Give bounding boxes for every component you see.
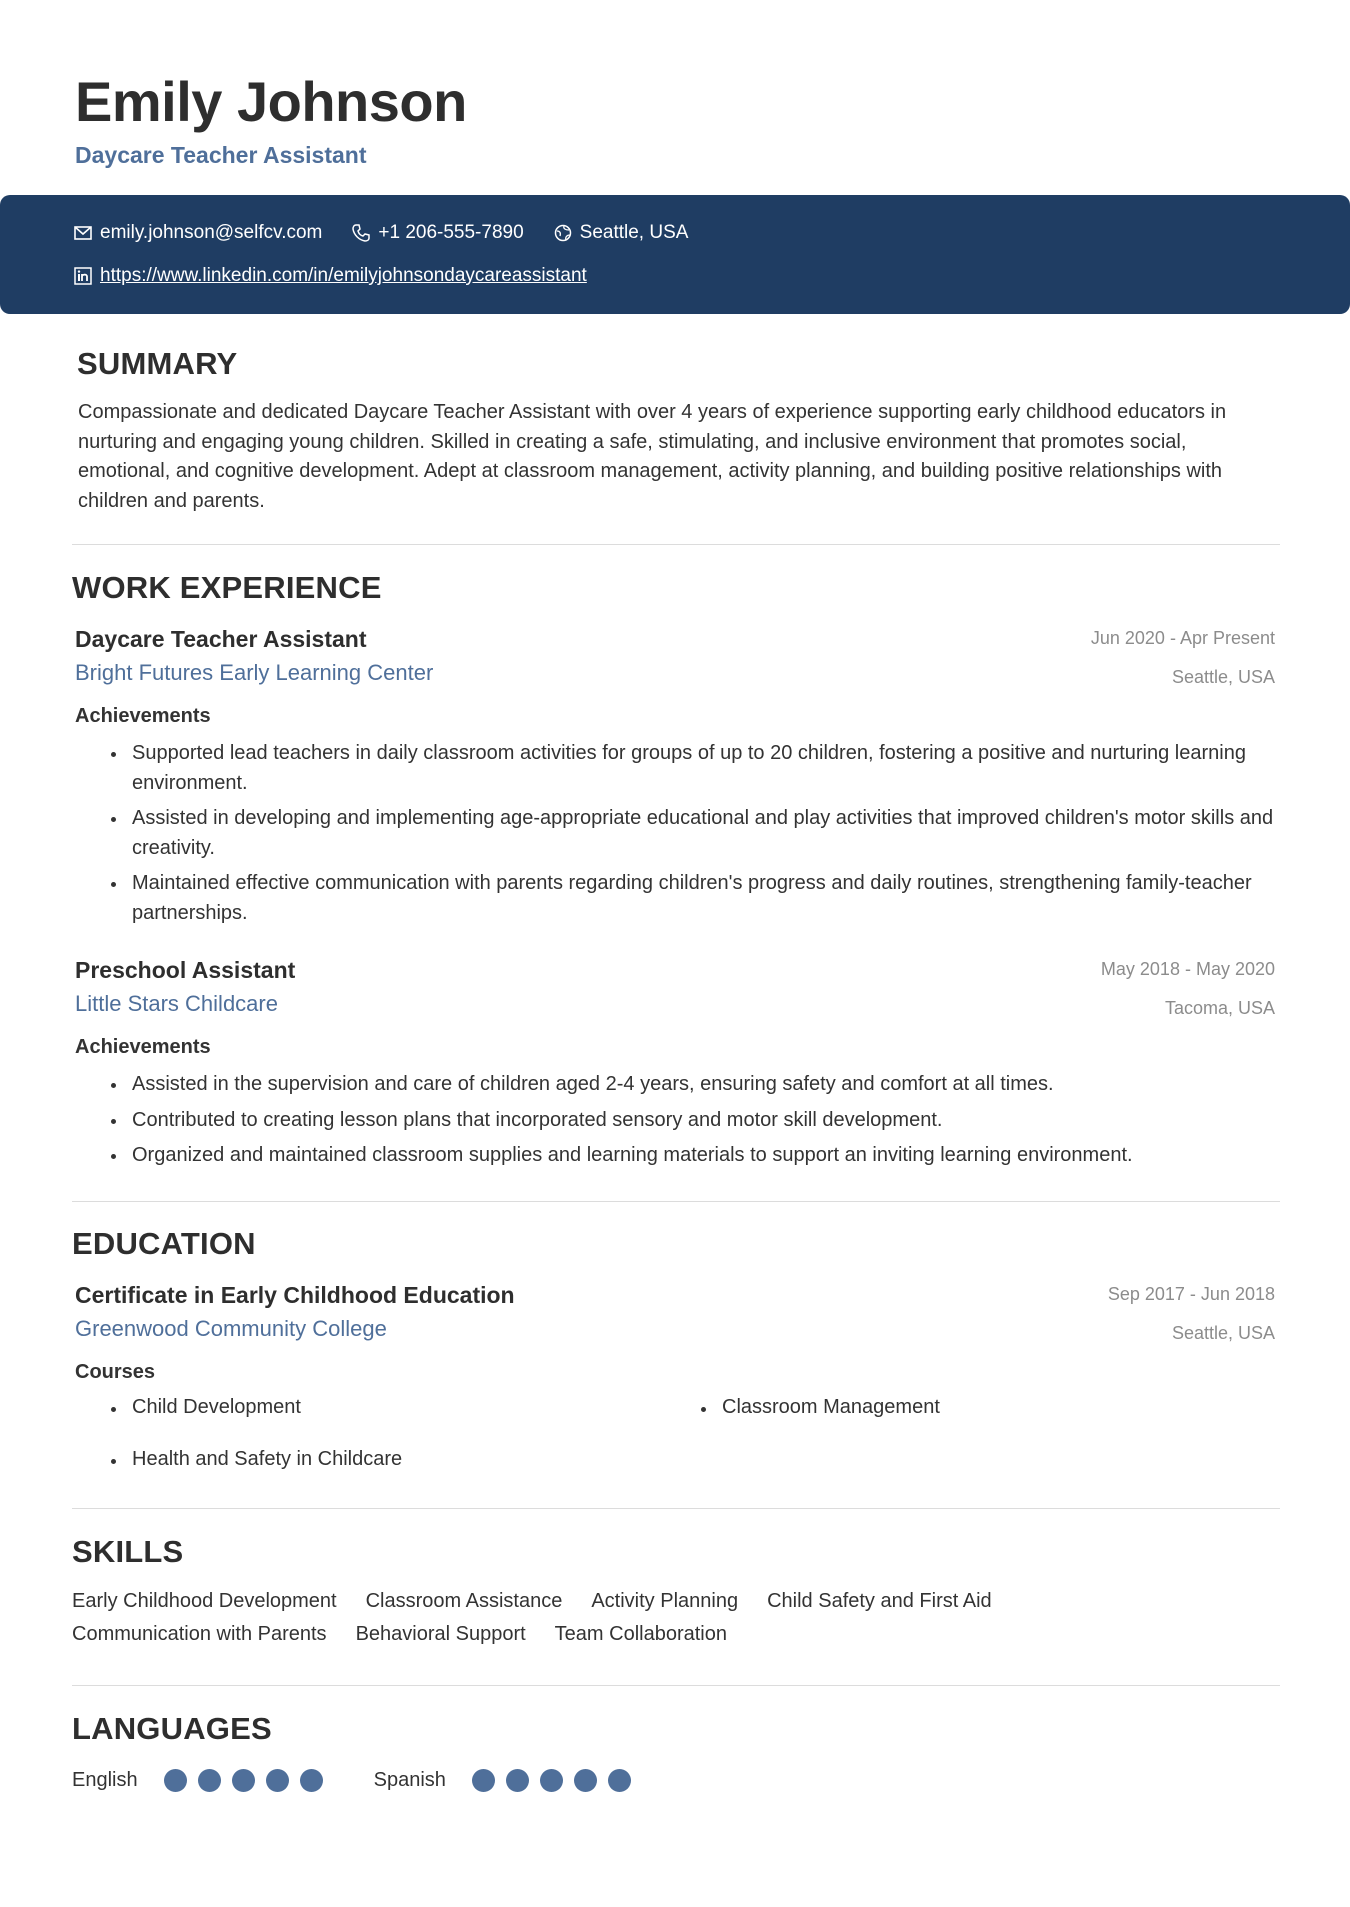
skill-row (72, 1590, 1272, 1613)
achievement-list (75, 1070, 1275, 1171)
contact-linkedin[interactable] (74, 265, 587, 287)
skills-section (72, 1534, 1280, 1570)
list-item: Contributed to creating lesson plans that incorporated sensory and motor skill development. (75, 1106, 1275, 1136)
skills-title: SKILLS (72, 1534, 184, 1569)
education-section (72, 1226, 1280, 1262)
skill-row (72, 1623, 1272, 1646)
skill-item: Communication with Parents (72, 1623, 327, 1645)
phone-text: +1 206-555-7890 (378, 222, 524, 243)
contact-row-linkedin (74, 265, 617, 287)
language-name: English (72, 1769, 138, 1791)
school-name: Greenwood Community College (75, 1316, 387, 1341)
skill-item: Early Childhood Development (72, 1590, 337, 1612)
skill-item: Child Safety and First Aid (767, 1590, 992, 1612)
achievement-list (75, 739, 1275, 928)
level-dot (266, 1769, 289, 1792)
courses-heading: Courses (75, 1361, 156, 1383)
location-text: Seattle, USA (579, 222, 689, 243)
resume-header (75, 70, 467, 169)
course-list (75, 1396, 1275, 1496)
level-dot (574, 1769, 597, 1792)
level-dot (198, 1769, 221, 1792)
candidate-role: Daycare Teacher Assistant (75, 142, 367, 168)
experience-section (72, 570, 1280, 606)
level-dot (506, 1769, 529, 1792)
contact-band (0, 195, 1350, 314)
language-level (164, 1769, 334, 1792)
language-level (472, 1769, 642, 1792)
level-dot (608, 1769, 631, 1792)
achievements-heading: Achievements (75, 1036, 211, 1058)
job-org: Little Stars Childcare (75, 991, 278, 1016)
education-title: EDUCATION (72, 1226, 256, 1261)
list-item: Classroom Management (665, 1396, 940, 1419)
email-text: emily.johnson@selfcv.com (100, 222, 323, 243)
job-location: Seattle, USA (1171, 667, 1275, 687)
skill-item: Behavioral Support (355, 1623, 526, 1645)
job-entry (75, 626, 1275, 934)
divider (72, 1685, 1280, 1686)
list-item: Assisted in developing and implementing age-appropriate educational and play activities that improved children's motor skills and creativity. (75, 804, 1275, 863)
job-location: Tacoma, USA (1164, 998, 1275, 1018)
list-item: Health and Safety in Childcare (75, 1448, 402, 1471)
contact-phone[interactable] (352, 222, 523, 244)
level-dot (232, 1769, 255, 1792)
education-entry (75, 1282, 1275, 1496)
divider (72, 1508, 1280, 1509)
job-entry (75, 957, 1275, 1177)
level-dot (164, 1769, 187, 1792)
languages-list (72, 1769, 682, 1792)
languages-section (72, 1711, 1280, 1747)
education-date: Sep 2017 - Jun 2018 (1107, 1284, 1275, 1304)
skill-item: Team Collaboration (554, 1623, 727, 1645)
email-icon (74, 226, 92, 240)
location-icon (554, 224, 572, 242)
list-item: Child Development (75, 1396, 301, 1419)
candidate-name: Emily Johnson (75, 70, 467, 133)
level-dot (300, 1769, 323, 1792)
achievements-heading: Achievements (75, 705, 211, 727)
job-title: Preschool Assistant (75, 957, 296, 983)
job-org: Bright Futures Early Learning Center (75, 660, 434, 685)
degree-title: Certificate in Early Childhood Education (75, 1282, 515, 1308)
contact-row (74, 222, 718, 244)
level-dot (472, 1769, 495, 1792)
contact-email[interactable] (74, 222, 322, 244)
education-location: Seattle, USA (1171, 1323, 1275, 1343)
list-item: Supported lead teachers in daily classroom activities for groups of up to 20 children, fostering a positive and nurturing learning environment. (75, 739, 1275, 798)
divider (72, 1201, 1280, 1202)
linkedin-icon (74, 267, 92, 285)
skills-list (72, 1590, 1272, 1656)
experience-title: WORK EXPERIENCE (72, 570, 382, 605)
contact-location (554, 222, 689, 244)
skill-item: Activity Planning (591, 1590, 739, 1612)
job-date: May 2018 - May 2020 (1100, 959, 1275, 979)
summary-title: SUMMARY (77, 346, 238, 381)
summary-text: Compassionate and dedicated Daycare Teacher Assistant with over 4 years of experience supporting early childhood educators in nurturing and engaging young children. Skilled in creating a safe, stimulating, and inclusive environment that promotes social, emotional, and cognitive development. Adept at classroom management, activity planning, and building positive relationships with children and parents. (78, 401, 1227, 512)
languages-title: LANGUAGES (72, 1711, 272, 1746)
phone-icon (352, 224, 370, 242)
skill-item: Classroom Assistance (365, 1590, 563, 1612)
job-title: Daycare Teacher Assistant (75, 626, 367, 652)
linkedin-link[interactable]: https://www.linkedin.com/in/emilyjohnsondaycareassistant (100, 265, 587, 286)
language-name: Spanish (373, 1769, 446, 1791)
list-item: Maintained effective communication with parents regarding children's progress and daily routines, strengthening family-teacher partnerships. (75, 869, 1275, 928)
divider (72, 544, 1280, 545)
list-item: Assisted in the supervision and care of children aged 2-4 years, ensuring safety and comfort at all times. (75, 1070, 1275, 1100)
summary-section (72, 346, 1280, 382)
job-date: Jun 2020 - Apr Present (1090, 628, 1275, 648)
level-dot (540, 1769, 563, 1792)
list-item: Organized and maintained classroom supplies and learning materials to support an inviting learning environment. (75, 1141, 1275, 1171)
